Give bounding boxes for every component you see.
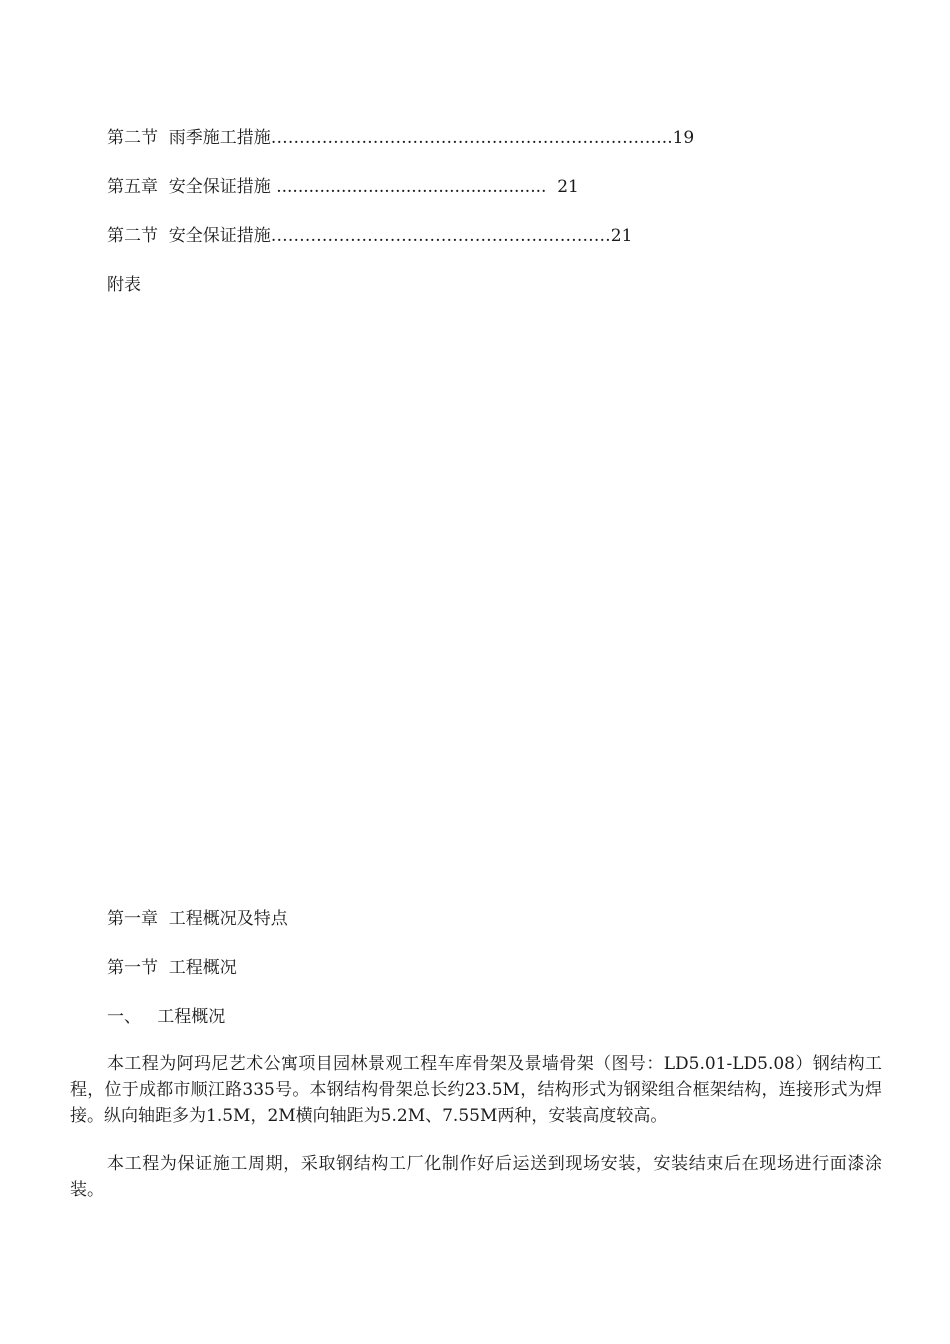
toc-entry-rainy-season: 第二节 雨季施工措施……………………………………………………………..19 bbox=[107, 128, 695, 148]
body-paragraph: 本工程为保证施工周期，采取钢结构工厂化制作好后运送到现场安装，安装结束后在现场进行面漆涂装。 bbox=[70, 1154, 882, 1200]
subsection-title: 一、 工程概况 bbox=[107, 1007, 226, 1027]
section-title: 第一节 工程概况 bbox=[107, 958, 237, 978]
toc-entry-safety-section: 第二节 安全保证措施……………………………………………………21 bbox=[107, 226, 633, 246]
chapter-title: 第一章 工程概况及特点 bbox=[107, 909, 288, 929]
body-paragraph: 本工程为阿玛尼艺术公寓项目园林景观工程车库骨架及景墙骨架（图号：LD5.01-LD5.08）钢结构工程，位于成都市顺江路335号。本钢结构骨架总长约23.5M，结构形式为钢梁组合框架结构，连接形式为焊接。纵向轴距多为1.5M，2M横向轴距为5.2M、7.55M两种，安装高度较高。 bbox=[70, 1054, 882, 1126]
toc-entry-appendix: 附表 bbox=[107, 275, 141, 295]
toc-entry-safety-chapter: 第五章 安全保证措施 .................................................. 21 bbox=[107, 177, 579, 197]
